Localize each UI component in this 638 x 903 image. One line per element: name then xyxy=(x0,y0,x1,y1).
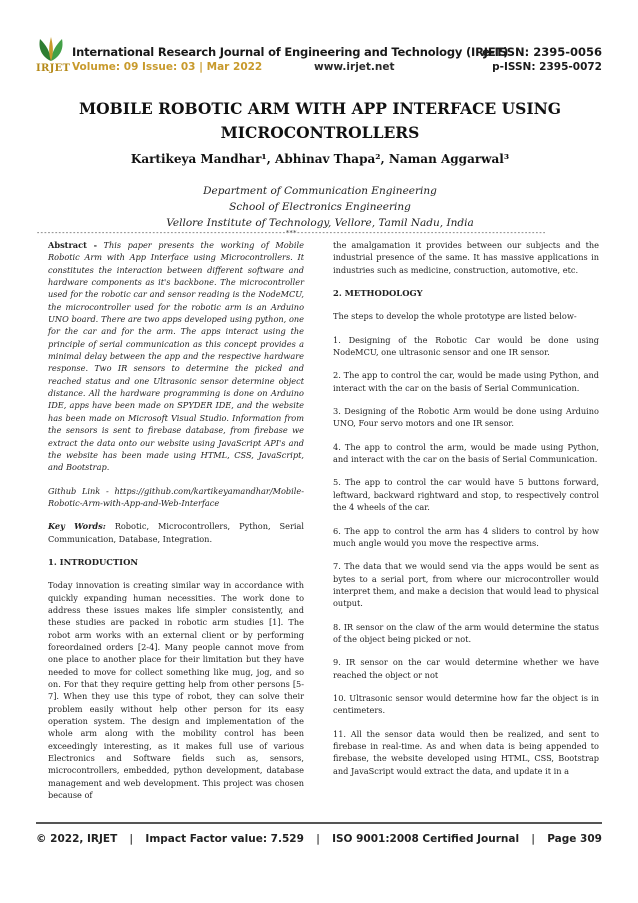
affiliation-line: Department of Communication Engineering xyxy=(203,185,437,197)
footer-separator: | xyxy=(531,833,536,845)
affiliation-line: School of Electronics Engineering xyxy=(229,201,411,213)
intro-text: Today innovation is creating similar way in accordance with quickly expanding human necessities. The work done to address these issues makes life simpler consistently, and these studies are packed in robotic arm studies [1]. The robot arm works with an external client or by performing foreordained orders [2-4]. Many people cannot move from one place to another place for their limitation but they have needed to move for collect something like mug, jog, and so on. For that they require getting help from other persons [5-7]. When they use this type of robot, they can solve their problem easily without help other person for its easy operation system. The design and implementation of the whole arm along with the mobility control has been exceedingly interesting, as it makes full use of various Electronics and Software fields such as, sensors, microcontrollers, embedded, python development, database management and web development. This project was chosen because of xyxy=(48,580,304,801)
method-step: 11. All the sensor data would then be realized, and sent to firebase in real-time. As and when data is being appended to firebase, the website developed using HTML, CSS, Bootstrap and JavaScript would extract the data, and update it in a xyxy=(333,728,599,776)
copyright: © 2022, IRJET xyxy=(36,833,118,845)
author-list: Kartikeya Mandhar¹, Abhinav Thapa², Naman Aggarwal³ xyxy=(130,152,510,166)
logo-acronym: IRJET xyxy=(36,63,71,74)
footer-divider xyxy=(36,822,602,824)
section-separator: ---------------------------------------------------------------------***--------------------------------------------------------------------- xyxy=(36,229,546,237)
abstract-text: This paper presents the working of Mobile Robotic Arm with App Interface using Microcontrollers. It constitutes the interaction between different software and hardware components as it's backbone. The microcontroller used for the robotic car and sensor reading is the NodeMCU, the microcontroller used for the robotic arm is an Arduino UNO board. There are two apps developed using python, one for the car and for the arm. The apps interact using the principle of serial communication as this concept provides a minimal delay between the app and the respective hardware response. Two IR sensors to determine the picked and reached status and one Ultrasonic sensor determine object distance. All the hardware programming is done on Arduino IDE, apps have been made on SPYDER IDE, and the website has been made on Microsoft Visual Studio. Information from the sensors is sent to firebase database, from firebase we extract the data onto our website using JavaScript API's and the website has been made using HTML, CSS, JavaScript, and Bootstrap. xyxy=(48,240,304,473)
method-step: 10. Ultrasonic sensor would determine how far the object is in centimeters. xyxy=(333,692,599,716)
right-column xyxy=(333,239,599,788)
method-step: 9. IR sensor on the car would determine whether we have reached the object or not xyxy=(333,657,599,680)
footer-separator: | xyxy=(316,833,320,845)
left-column xyxy=(48,239,304,812)
method-step: 1. Designing of the Robotic Car would be done using NodeMCU, one ultrasonic sensor and one IR sensor. xyxy=(333,334,599,358)
journal-name: International Research Journal of Engineering and Technology (IRJET) xyxy=(72,45,509,59)
method-step: 6. The app to control the arm has 4 sliders to control by how much angle would you move the respective arms. xyxy=(333,525,599,548)
journal-header xyxy=(36,37,602,77)
affiliation-line: Vellore Institute of Technology, Vellore, Tamil Nadu, India xyxy=(166,217,474,229)
paper-title: MOBILE ROBOTIC ARM WITH APP INTERFACE USING MICROCONTROLLERS xyxy=(78,99,562,142)
keywords-label: Key Words: xyxy=(48,521,106,532)
methodology-heading: 2. METHODOLOGY xyxy=(333,288,423,299)
keywords-text: Robotic, Microcontrollers, Python, Serial Communication, Database, Integration. xyxy=(48,521,304,544)
journal-volume: Volume: 09 Issue: 03 | Mar 2022 xyxy=(72,61,263,73)
github-link[interactable]: Github Link - https://github.com/kartikeyamandhar/Mobile-Robotic-Arm-with-App-and-Web-Interface xyxy=(48,485,304,508)
abstract xyxy=(48,239,304,474)
intro-continued: the amalgamation it provides between our subjects and the industrial presence of the same. It has massive applications in industries such as medicine, construction, automotive, etc. xyxy=(333,240,599,275)
keywords xyxy=(48,520,304,545)
p-issn: p-ISSN: 2395-0072 xyxy=(492,61,602,73)
abstract-label: Abstract - xyxy=(48,240,98,250)
intro-heading: 1. INTRODUCTION xyxy=(48,556,139,567)
journal-website[interactable]: www.irjet.net xyxy=(314,61,395,73)
footer-separator: | xyxy=(129,833,134,845)
method-step: 4. The app to control the arm, would be made using Python, and interact with the car on the basis of Serial Communication. xyxy=(333,441,599,465)
page-number: Page 309 xyxy=(547,833,602,845)
leaf-logo-icon xyxy=(36,37,66,63)
method-step: 2. The app to control the car, would be made using Python, and interact with the car on the basis of Serial Communication. xyxy=(333,370,599,393)
irjet-logo xyxy=(36,37,71,75)
methodology-intro: The steps to develop the whole prototype are listed below- xyxy=(333,311,577,322)
method-step: 3. Designing of the Robotic Arm would be done using Arduino UNO, Four servo motors and one IR sensor. xyxy=(333,406,599,429)
page-footer xyxy=(36,833,602,845)
method-step: 8. IR sensor on the claw of the arm would determine the status of the object being picked or not. xyxy=(333,621,599,644)
e-issn: e-ISSN: 2395-0056 xyxy=(482,45,602,59)
method-step: 7. The data that we would send via the apps would be sent as bytes to a serial port, from where our microcontroller would interpret them, and make a decision that would lead to physical output. xyxy=(333,561,599,609)
impact-factor: Impact Factor value: 7.529 xyxy=(145,833,304,845)
method-step: 5. The app to control the car would have 5 buttons forward, leftward, backward rightward and stop, to respectively control the 4 wheels of the car. xyxy=(333,477,599,513)
iso-certification: ISO 9001:2008 Certified Journal xyxy=(332,833,520,845)
affiliation xyxy=(40,183,600,231)
